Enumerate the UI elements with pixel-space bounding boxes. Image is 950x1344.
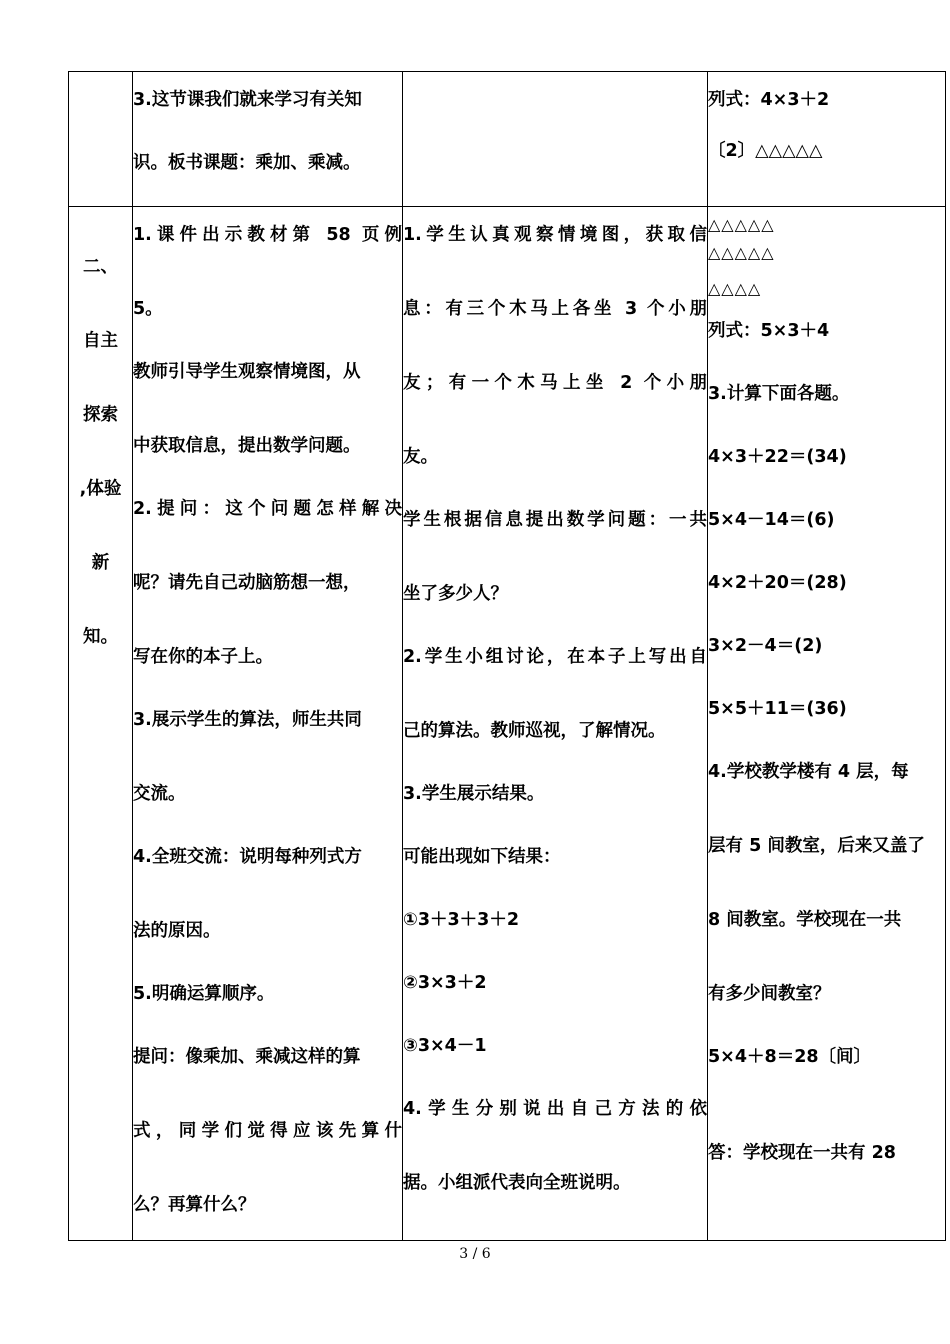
table-row-explore	[69, 207, 946, 1241]
stage-label: 二、	[83, 257, 118, 277]
text-line: 8 间教室。学校现在一共	[708, 910, 902, 930]
text-line: 3.学生展示结果。	[403, 784, 545, 804]
text-line: 可能出现如下结果：	[403, 847, 561, 867]
student-activity-cell	[403, 207, 708, 1241]
equation-line: 3×2－4＝(2)	[708, 636, 823, 656]
text-line: 4.全班交流：说明每种列式方	[133, 847, 362, 867]
page-number: 3 / 6	[459, 1246, 491, 1262]
lesson-plan-table	[68, 71, 946, 1241]
text-line: 有多少间教室？	[708, 984, 831, 1004]
exercise-intro	[708, 72, 946, 207]
text-line: 中获取信息，提出数学问题。	[133, 436, 361, 456]
text-line: 4.学校教学楼有 4 层，每	[708, 762, 909, 782]
equation-line: 5×4－14＝(6)	[708, 510, 835, 530]
text-line: 1.学生认真观察情境图，获取信	[403, 225, 707, 245]
text-line: 交流。	[133, 784, 186, 804]
triangle-row: △△△△△	[708, 215, 775, 234]
part2-label: 〔2〕△△△△△	[708, 141, 823, 161]
text-line: 层有 5 间教室，后来又盖了	[708, 836, 925, 856]
text-line: 己的算法。教师巡视，了解情况。	[403, 721, 666, 741]
stage-label: 知。	[83, 627, 118, 647]
stage-cell-empty	[69, 72, 133, 207]
text-line: 5.明确运算顺序。	[133, 984, 275, 1004]
triangle-row: △△△△	[708, 279, 762, 298]
text-line: 呢？请先自己动脑筋想一想，	[133, 573, 361, 593]
text-line: 3.这节课我们就来学习有关知	[133, 90, 362, 110]
text-line: 2.提问：这个问题怎样解决	[133, 499, 402, 519]
text-line: 式，同学们觉得应该先算什	[133, 1121, 402, 1141]
answer-line: 答：学校现在一共有 28	[708, 1143, 896, 1163]
student-activity-intro	[403, 72, 708, 207]
text-line: 么？再算什么？	[133, 1195, 256, 1215]
text-line: 3.计算下面各题。	[708, 384, 850, 404]
stage-label: 自主	[83, 331, 118, 351]
formula-line: 列式：5×3＋4	[708, 321, 830, 341]
text-line: 写在你的本子上。	[133, 647, 273, 667]
stage-label: 探索	[83, 405, 118, 425]
teacher-activity-intro	[133, 72, 403, 207]
text-line: 2.学生小组讨论，在本子上写出自	[403, 647, 707, 667]
text-line: 法的原因。	[133, 921, 221, 941]
stage-label: 新	[91, 553, 110, 573]
equation-line: 4×3＋22＝(34)	[708, 447, 847, 467]
text-line: 提问：像乘加、乘减这样的算	[133, 1047, 361, 1067]
text-line: 坐了多少人？	[403, 584, 508, 604]
equation-line: 5×5＋11＝(36)	[708, 699, 847, 719]
stage-cell	[69, 207, 133, 1241]
table-row-intro	[69, 72, 946, 207]
text-line: 5。	[133, 299, 163, 319]
text-line: 4.学生分别说出自己方法的依	[403, 1099, 707, 1119]
text-line: 识。板书课题：乘加、乘减。	[133, 153, 361, 173]
stage-label: ,体验	[79, 479, 122, 499]
equation-line: 4×2＋20＝(28)	[708, 573, 847, 593]
text-line: ②3×3＋2	[403, 973, 487, 993]
text-line: 学生根据信息提出数学问题：一共	[403, 510, 707, 530]
text-line: ③3×4－1	[403, 1036, 487, 1056]
text-line: 据。小组派代表向全班说明。	[403, 1173, 631, 1193]
text-line: 友；有一个木马上坐 2 个小朋	[403, 373, 707, 393]
text-line: 友。	[403, 447, 438, 467]
exercise-cell	[708, 207, 946, 1241]
formula-line: 列式：4×3＋2	[708, 90, 830, 110]
triangle-row: △△△△△	[708, 243, 775, 262]
text-line: ①3＋3＋3＋2	[403, 910, 520, 930]
equation-line: 5×4＋8＝28〔间〕	[708, 1047, 872, 1067]
text-line: 3.展示学生的算法，师生共同	[133, 710, 362, 730]
teacher-activity-cell	[133, 207, 403, 1241]
text-line: 1.课件出示教材第 58 页例	[133, 225, 402, 245]
text-line: 教师引导学生观察情境图，从	[133, 362, 361, 382]
text-line: 息：有三个木马上各坐 3 个小朋	[403, 299, 707, 319]
